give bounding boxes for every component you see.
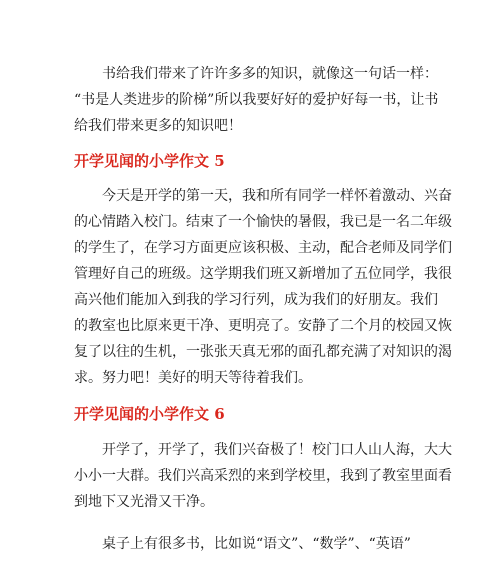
text-line: 给我们带来更多的知识吧！ (74, 118, 242, 134)
text-line: 到地下又光滑又干净。 (74, 494, 214, 510)
text-line: 桌子上有很多书，比如说“语文”、“数学”、“英语” (74, 536, 411, 552)
section-heading-6: 开学见闻的小学作文 6 (74, 405, 225, 423)
text-line: 求。努力吧！美好的明天等待着我们。 (74, 370, 312, 386)
text-line: 开学了，开学了，我们兴奋极了！校门口人山人海，大大 (74, 442, 452, 458)
paragraph-intro (74, 61, 439, 139)
paragraph-essay-5 (74, 183, 452, 391)
text-line: 小小一大群。我们兴高采烈的来到学校里，我到了教室里面看 (74, 468, 452, 484)
paragraph-essay-6 (74, 437, 452, 515)
text-line: 的心情踏入校门。结束了一个愉快的暑假，我已是一名二年级 (74, 214, 452, 230)
text-line: 管理好自己的班级。这学期我们班又新增加了五位同学，我很 (74, 266, 452, 282)
text-line: “书是人类进步的阶梯”所以我要好好的爱护好每一书，让书 (74, 92, 439, 108)
text-line: 的学生了，在学习方面更应该积极、主动，配合老师及同学们 (74, 240, 452, 256)
text-line: 高兴他们能加入到我的学习行列，成为我们的好朋友。我们 (74, 292, 438, 308)
text-line: 复了以往的生机，一张张天真无邪的面孔都充满了对知识的渴 (74, 344, 452, 360)
section-heading-5: 开学见闻的小学作文 5 (74, 152, 225, 170)
text-line: 书给我们带来了许许多多的知识，就像这一句话一样： (74, 66, 438, 82)
text-line: 今天是开学的第一天，我和所有同学一样怀着激动、兴奋 (74, 188, 452, 204)
paragraph-essay-6-continued (74, 531, 426, 557)
text-line: 的教室也比原来更干净、更明亮了。安静了二个月的校园又恢 (74, 318, 452, 334)
